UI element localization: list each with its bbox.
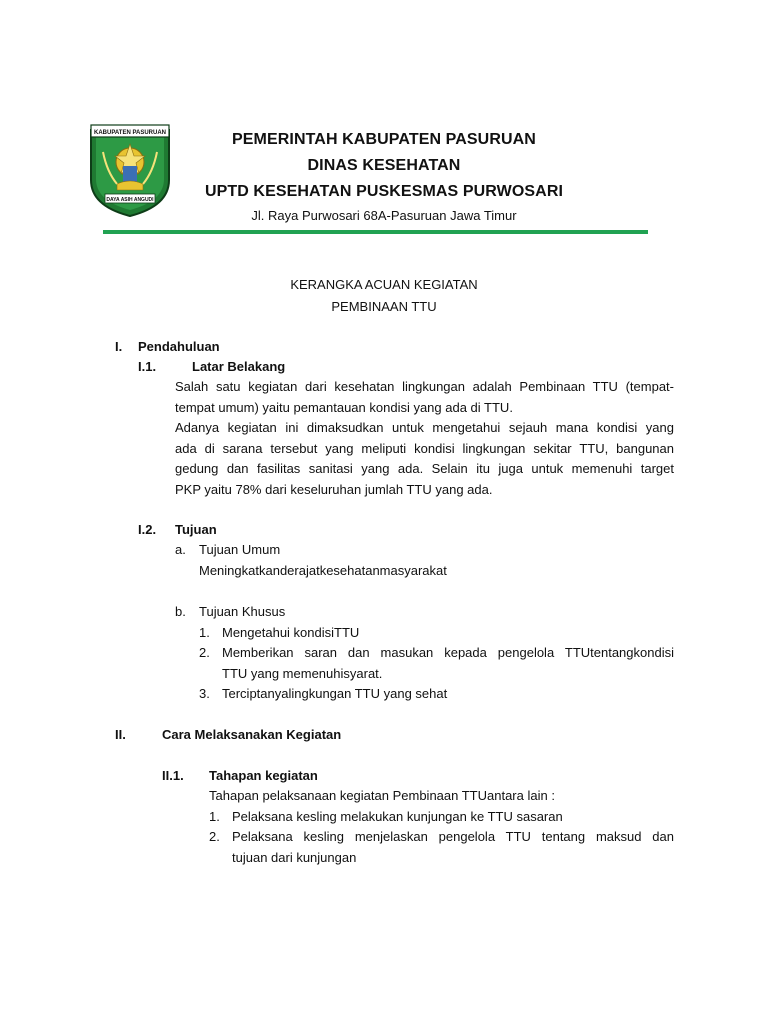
paragraph-line: tempat umum) yaitu pemantauan kondisi yang ada di TTU. (175, 399, 513, 415)
section1-1-heading: Latar Belakang (192, 359, 286, 374)
stage-item-number: 2. (209, 829, 220, 844)
objective-a-label: a. (175, 542, 186, 557)
letterhead (170, 127, 598, 227)
objective-b-label: b. (175, 604, 186, 619)
letterhead-divider (103, 230, 648, 234)
section1-heading: Pendahuluan (138, 339, 220, 354)
letterhead-address: Jl. Raya Purwosari 68A-Pasuruan Jawa Timur (251, 208, 517, 223)
pasuruan-regency-emblem (87, 122, 173, 218)
objective-item-number: 3. (199, 686, 210, 701)
section1-2-heading: Tujuan (175, 522, 217, 537)
item-line: TTU yang memenuhisyarat. (222, 665, 383, 681)
doc-title-line1: KERANGKA ACUAN KEGIATAN (290, 277, 478, 292)
objective-item-text: Terciptanyalingkungan TTU yang sehat (222, 686, 448, 701)
paragraph-line: gedung dan fasilitas sanitasi yang ada. Selain itu juga untuk memenuhi target (175, 461, 674, 477)
letterhead-unit: UPTD KESEHATAN PUSKESMAS PURWOSARI (204, 183, 564, 200)
section1-number: I. (115, 339, 123, 354)
objective-a-text: Meningkatkanderajatkesehatanmasyarakat (199, 563, 447, 578)
objective-item-number: 1. (199, 625, 210, 640)
objective-a-heading: Tujuan Umum (199, 542, 281, 557)
item-line: tujuan dari kunjungan (232, 849, 357, 865)
stage-item-text: Pelaksana kesling melakukan kunjungan ke TTU sasaran (232, 809, 563, 824)
item-line: Pelaksana kesling menjelaskan pengelola TTU tentang maksud dan (232, 829, 674, 844)
svg-text:DAYA ASIH ANGUDI: DAYA ASIH ANGUDI (106, 197, 154, 203)
letterhead-government: PEMERINTAH KABUPATEN PASURUAN (232, 131, 536, 148)
stages-intro: Tahapan pelaksanaan kegiatan Pembinaan TTUantara lain : (209, 788, 555, 803)
background-paragraph-1 (175, 377, 674, 418)
background-paragraph-2 (175, 418, 674, 500)
paragraph-line: Salah satu kegiatan dari kesehatan lingkungan adalah Pembinaan TTU (tempat- (175, 379, 674, 394)
objective-item-text: Mengetahui kondisiTTU (222, 625, 360, 640)
paragraph-line: PKP yaitu 78% dari keseluruhan jumlah TTU yang ada. (175, 481, 493, 497)
section1-2-number: I.2. (138, 522, 157, 537)
section1-1-number: I.1. (138, 359, 157, 374)
objective-b-heading: Tujuan Khusus (199, 604, 286, 619)
item-line: Memberikan saran dan masukan kepada pengelola TTUtentangkondisi (222, 645, 674, 660)
paragraph-line: Adanya kegiatan ini dimaksudkan untuk mengetahui sejauh mana kondisi yang (175, 420, 674, 435)
paragraph-line: ada di sarana tersebut yang meliputi kondisi lingkungan sekitar TTU, bangunan (175, 440, 674, 456)
section2-heading: Cara Melaksanakan Kegiatan (162, 727, 342, 742)
stage-item-number: 1. (209, 809, 220, 824)
objective-item-number: 2. (199, 645, 210, 660)
objective-item-text (222, 643, 674, 684)
stage-item-text (232, 827, 674, 868)
section2-1-number: II.1. (162, 768, 184, 783)
letterhead-office: DINAS KESEHATAN (307, 157, 461, 174)
section2-1-heading: Tahapan kegiatan (209, 768, 318, 783)
svg-text:KABUPATEN PASURUAN: KABUPATEN PASURUAN (94, 130, 166, 136)
section2-number: II. (115, 727, 126, 742)
doc-title-line2: PEMBINAAN TTU (331, 299, 437, 314)
